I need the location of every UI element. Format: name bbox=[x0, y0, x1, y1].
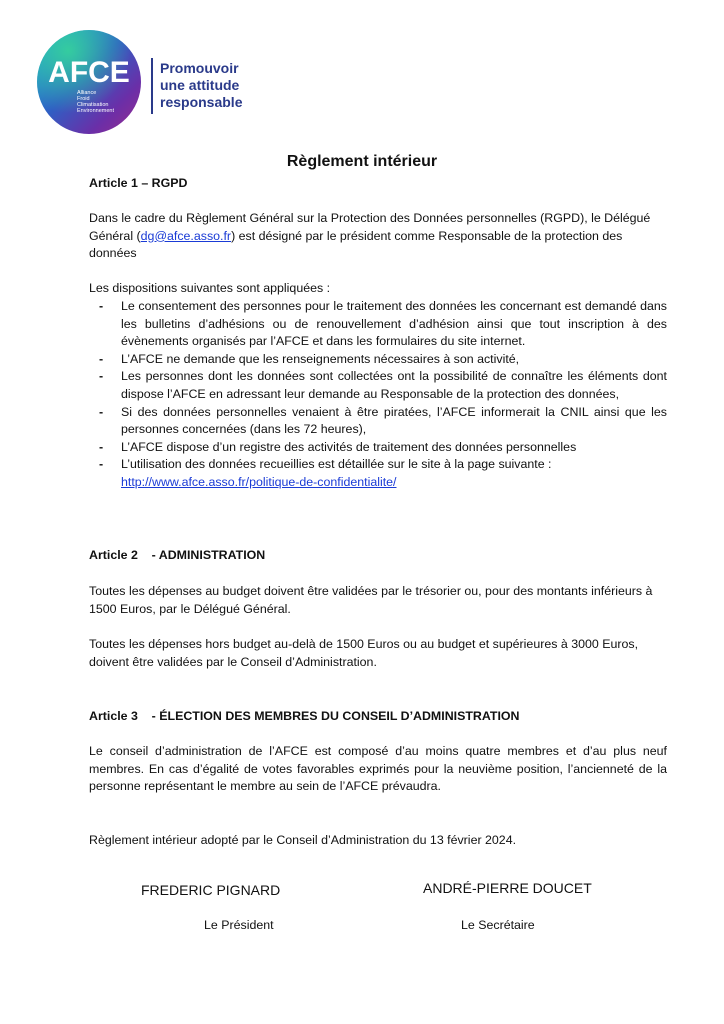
logo-subtext-2: Froid bbox=[77, 96, 90, 102]
signatory-name-secretary: ANDRÉ-PIERRE DOUCET bbox=[423, 880, 592, 896]
dash-bullet: - bbox=[99, 439, 104, 454]
list-item bbox=[89, 351, 667, 369]
privacy-policy-link[interactable]: http://www.afce.asso.fr/politique-de-confidentialite/ bbox=[121, 474, 397, 489]
list-item-text: L’AFCE dispose d’un registre des activités de traitement des données personnelles bbox=[121, 439, 577, 454]
article-1-lead: Les dispositions suivantes sont appliquées : bbox=[89, 281, 331, 295]
list-item bbox=[89, 456, 667, 491]
list-item-text: L’utilisation des données recueillies est détaillée sur le site à la page suivante : bbox=[121, 457, 552, 472]
dash-bullet: - bbox=[99, 369, 104, 384]
logo-subtext-4: Environnement bbox=[77, 108, 114, 114]
list-item-text: Si des données personnelles venaient à être piratées, l’AFCE informerait la CNIL ainsi que les personnes concernées (dans les 72 heures), bbox=[121, 404, 667, 437]
article-3-heading: Article 3 - ÉLECTION DES MEMBRES DU CONSEIL D’ADMINISTRATION bbox=[89, 709, 520, 723]
logo-subtext-3: Climatisation bbox=[77, 102, 109, 108]
signatory-role-secretary: Le Secrétaire bbox=[461, 918, 535, 932]
adoption-statement: Règlement intérieur adopté par le Conseil d’Administration du 13 février 2024. bbox=[89, 833, 517, 847]
article-1-intro-before: Dans le cadre du Règlement Général sur la Protection des Données personnelles (RGPD), le Délégué Général ( bbox=[89, 211, 651, 243]
logo-wordmark: AFCE bbox=[48, 56, 130, 89]
dash-bullet: - bbox=[99, 457, 104, 472]
list-item-text: Les personnes dont les données sont collectées ont la possibilité de connaître les éléments dont dispose l’AFCE en adressant leur demande au Responsable de la protection des données, bbox=[121, 369, 667, 401]
list-item bbox=[89, 404, 667, 439]
article-3-paragraph: Le conseil d’administration de l’AFCE est composé d’au moins quatre membres et d’au plus neuf membres. En cas d’égalité de votes favorables exprimés pour la neuvième position, l’ancienneté de la personne représentant le membre au sein de l’AFCE prévaudra. bbox=[89, 744, 667, 794]
tagline bbox=[160, 60, 242, 111]
list-item bbox=[89, 298, 667, 351]
dash-bullet: - bbox=[99, 351, 104, 366]
logo-subtext-1: Alliance bbox=[77, 90, 97, 96]
tagline-line-3: responsable bbox=[160, 94, 243, 110]
article-1-list bbox=[89, 298, 667, 492]
afce-logo bbox=[37, 30, 141, 134]
article-2-paragraph-2: Toutes les dépenses hors budget au-delà de 1500 Euros ou au budget et supérieures à 3000 Euros, doivent être validées par le Conseil d’Administration. bbox=[89, 637, 639, 669]
dash-bullet: - bbox=[99, 299, 104, 313]
article-2-paragraph-1: Toutes les dépenses au budget doivent être validées par le trésorier ou, pour des montants inférieurs à 1500 Euros, par le Délégué Général. bbox=[89, 584, 653, 616]
list-item-text: Le consentement des personnes pour le traitement des données les concernant est demandé dans les bulletins d’adhésions ou de renouvellement d’adhésion ainsi que tout inscription à des évènements organisés par l’AFCE et dans les formulaires du site internet. bbox=[121, 299, 667, 349]
article-1-list-wrapper bbox=[89, 298, 667, 492]
dpo-email-link[interactable]: dg@afce.asso.fr bbox=[140, 228, 232, 243]
article-2-heading: Article 2 - ADMINISTRATION bbox=[89, 548, 266, 562]
article-1-heading: Article 1 – RGPD bbox=[89, 176, 188, 190]
logo-separator bbox=[151, 58, 153, 114]
list-item-text: L’AFCE ne demande que les renseignements nécessaires à son activité, bbox=[121, 351, 520, 366]
signatory-role-president: Le Président bbox=[204, 918, 274, 932]
list-item bbox=[89, 439, 667, 457]
tagline-line-1: Promouvoir bbox=[160, 60, 239, 76]
signatory-name-president: FREDERIC PIGNARD bbox=[141, 882, 281, 898]
list-item bbox=[89, 368, 667, 403]
article-1-intro bbox=[89, 210, 667, 263]
article-1-intro-after: ) est désigné par le président comme Responsable de la protection des données bbox=[89, 228, 623, 261]
dash-bullet: - bbox=[99, 404, 104, 419]
document-title: Règlement intérieur bbox=[286, 153, 438, 170]
tagline-line-2: une attitude bbox=[160, 77, 240, 93]
